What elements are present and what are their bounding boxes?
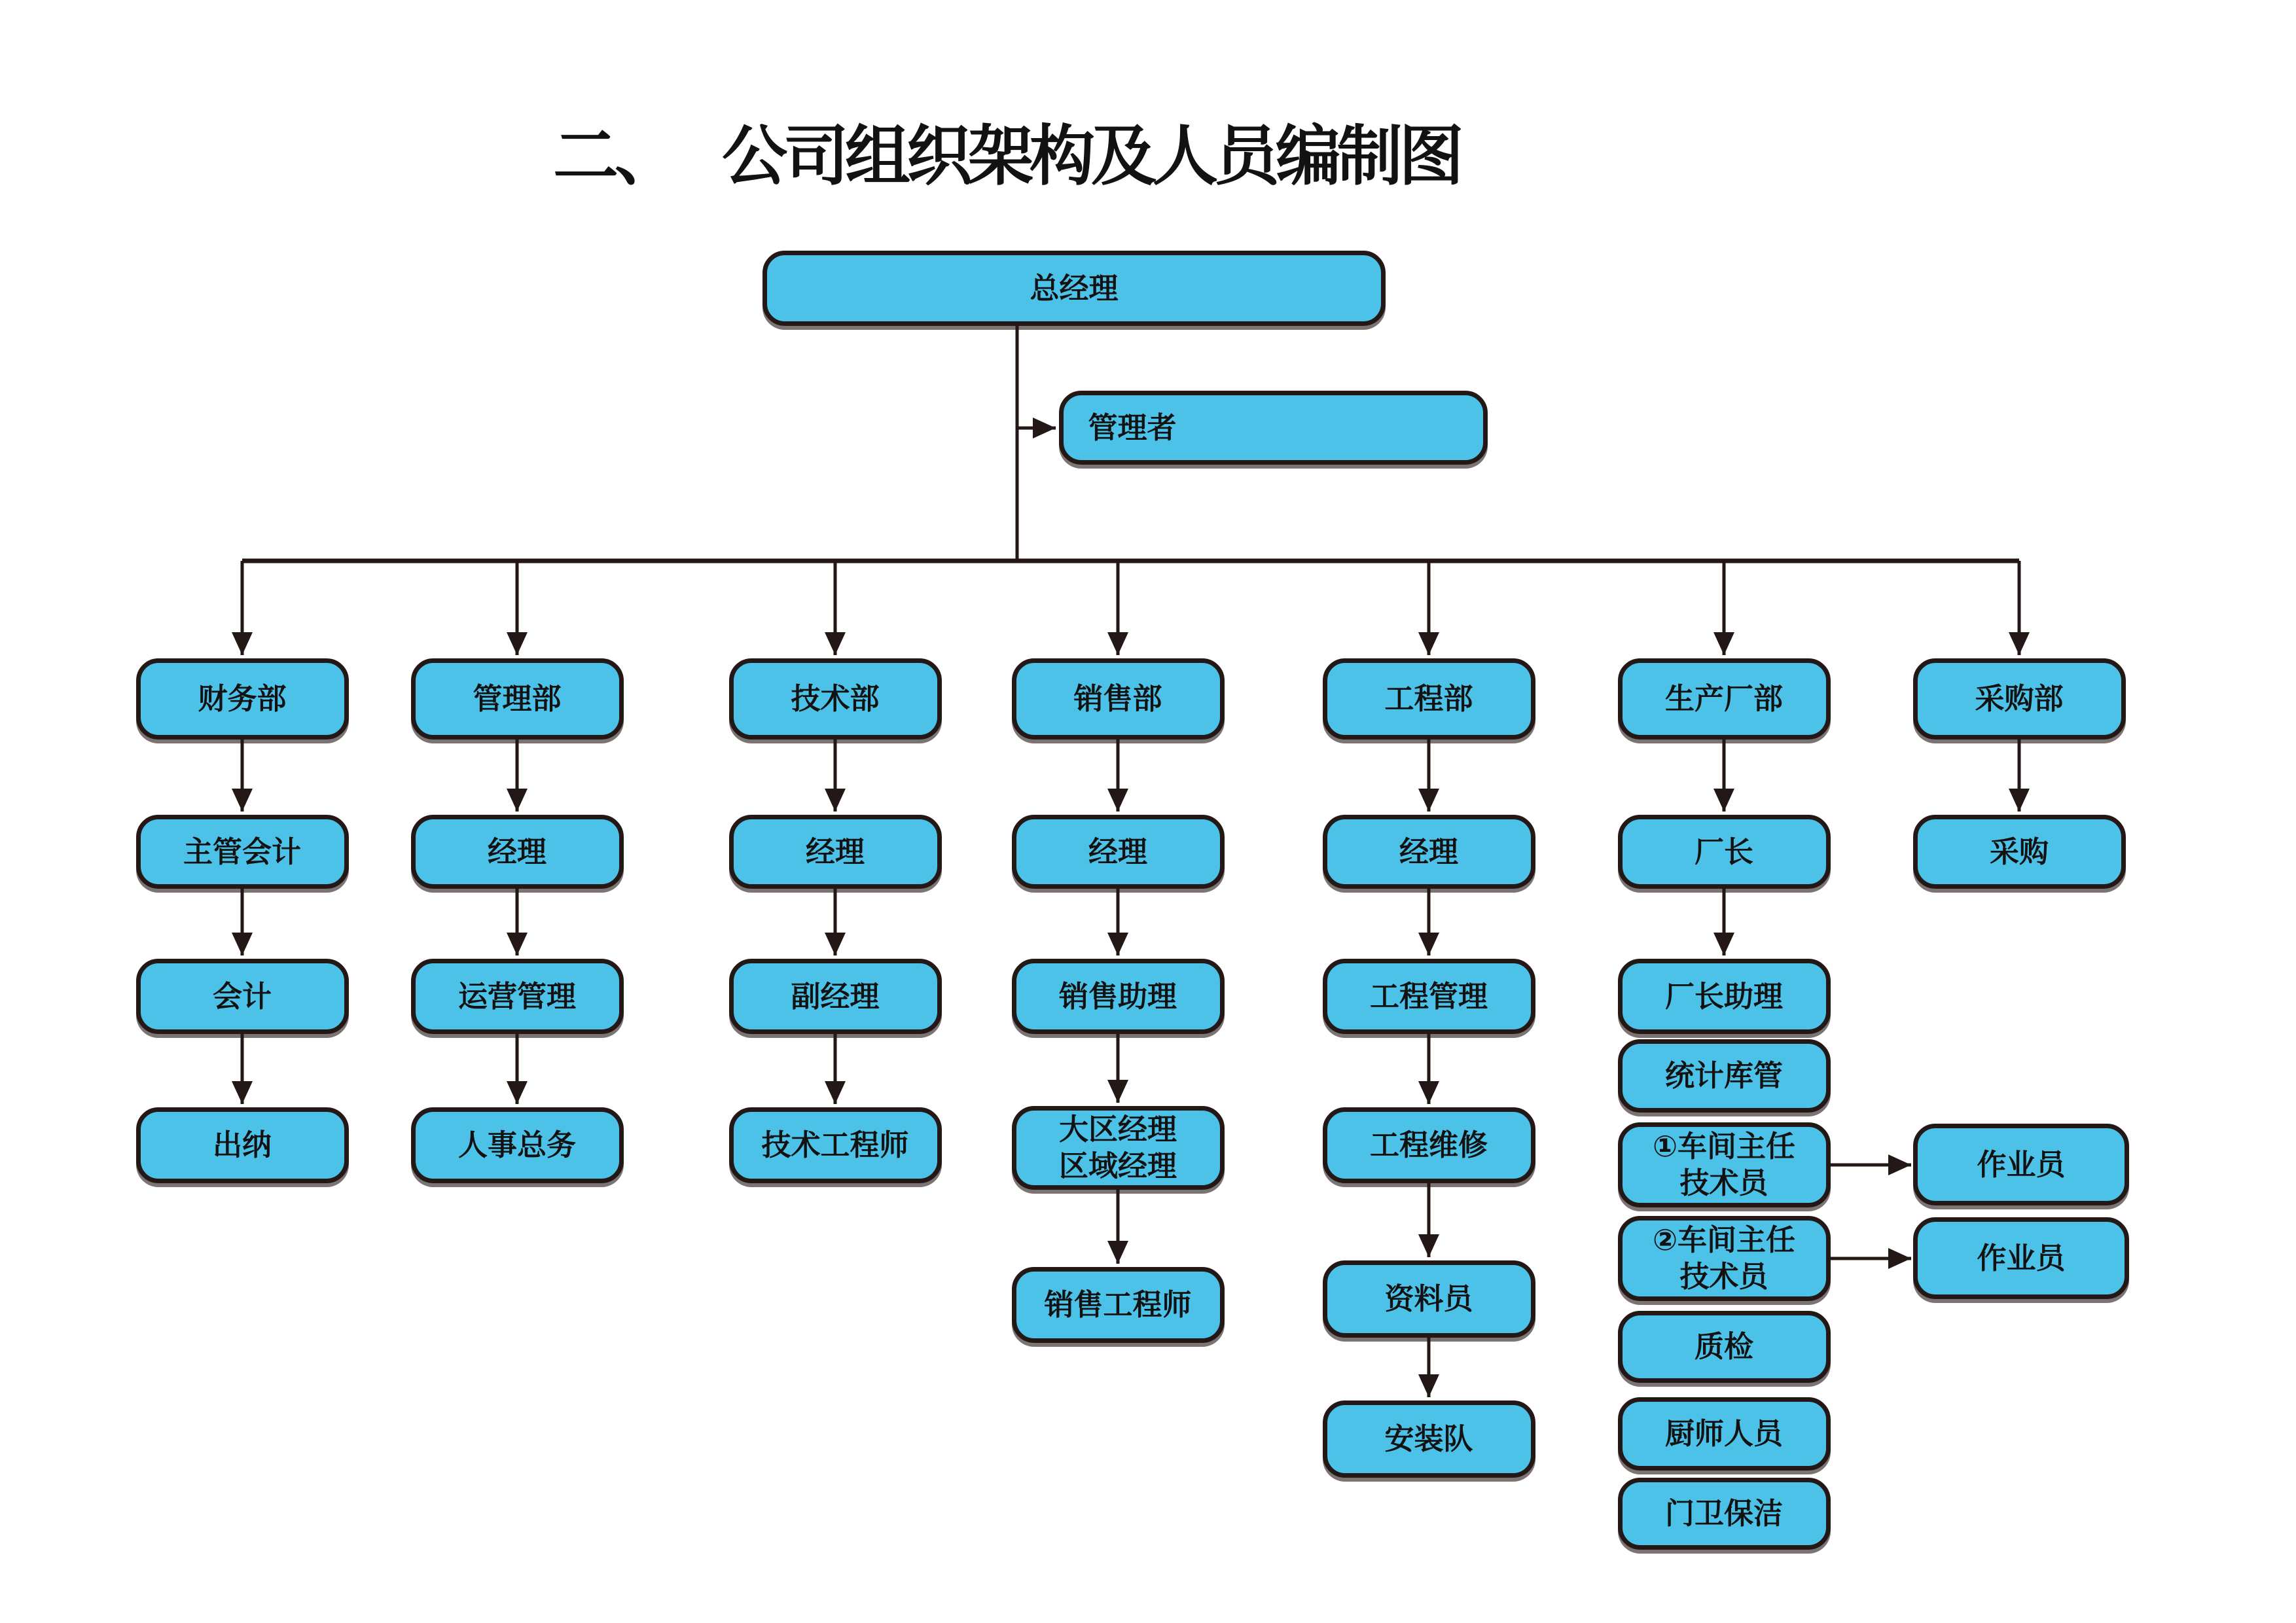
- org-node-label: 技术员: [1679, 1259, 1768, 1294]
- org-node-label: 经理: [805, 834, 865, 869]
- org-node-label: 副经理: [791, 978, 880, 1014]
- org-node-purchasing-buyer: [1913, 815, 2126, 889]
- org-node-technology-engineer: [729, 1107, 942, 1183]
- org-node-production-operator-2: [1913, 1217, 2129, 1299]
- org-node-label: 作业员: [1977, 1240, 2066, 1275]
- org-node-production-workshop-director-1: [1618, 1122, 1831, 1207]
- org-node-label: 统计库管: [1664, 1058, 1783, 1094]
- org-node-finance-chief-accountant: [136, 815, 349, 889]
- org-node-label: 主管会计: [183, 834, 301, 869]
- org-node-management-manager: [411, 815, 624, 889]
- org-node-production-quality-inspection: [1618, 1311, 1831, 1383]
- org-node-label: 出纳: [212, 1128, 272, 1163]
- org-node-technology-manager: [729, 815, 942, 889]
- org-node-engineering-manager: [1323, 815, 1535, 889]
- org-node-production-workshop-director-2: [1618, 1216, 1831, 1301]
- org-node-production-factory-director: [1618, 815, 1831, 889]
- org-node-production-stats-warehouse: [1618, 1039, 1831, 1113]
- org-node-label: 技术员: [1679, 1166, 1768, 1200]
- org-node-label: 质检: [1694, 1329, 1753, 1364]
- org-node-label: 总经理: [1030, 270, 1119, 306]
- org-node-label: 采购: [1989, 834, 2049, 869]
- org-node-label: 运营管理: [457, 978, 576, 1014]
- org-node-engineering-documentation-clerk: [1323, 1260, 1535, 1338]
- org-node-engineering-management: [1323, 959, 1535, 1034]
- org-node-dept-sales: [1012, 658, 1225, 740]
- org-node-sales-manager: [1012, 815, 1225, 889]
- org-node-finance-accountant: [136, 959, 349, 1034]
- org-node-label: 生产厂部: [1664, 681, 1783, 717]
- org-node-dept-purchasing: [1913, 658, 2126, 740]
- org-node-label: 采购部: [1975, 681, 2064, 717]
- org-node-production-operator-1: [1913, 1124, 2129, 1205]
- org-node-label: 厂长助理: [1664, 978, 1783, 1014]
- page-title: [553, 103, 1460, 198]
- org-node-label: 作业员: [1977, 1147, 2066, 1182]
- org-node-dept-management: [411, 658, 624, 740]
- org-node-sales-engineer: [1012, 1267, 1225, 1343]
- org-node-production-gate-guard-cleaning: [1618, 1478, 1831, 1550]
- org-node-label: 管理者: [1088, 410, 1177, 445]
- org-node-manager: [1059, 391, 1488, 465]
- org-node-label: 厂长: [1694, 834, 1753, 869]
- org-node-finance-cashier: [136, 1107, 349, 1183]
- org-node-label: 管理部: [473, 681, 562, 717]
- org-node-sales-assistant: [1012, 959, 1225, 1034]
- org-node-sales-regional-manager: [1012, 1106, 1225, 1190]
- org-node-production-director-assistant: [1618, 959, 1831, 1034]
- org-node-label: 安装队: [1384, 1421, 1473, 1457]
- org-node-label: 工程维修: [1369, 1128, 1488, 1163]
- org-node-engineering-installation-team: [1323, 1400, 1535, 1478]
- org-node-dept-finance: [136, 658, 349, 740]
- org-node-label: 人事总务: [457, 1128, 576, 1163]
- org-node-dept-production: [1618, 658, 1831, 740]
- org-node-label: 经理: [1399, 834, 1458, 869]
- org-node-label: 资料员: [1384, 1281, 1473, 1317]
- org-node-label: 厨师人员: [1664, 1416, 1783, 1452]
- org-node-management-hr-general-affairs: [411, 1107, 624, 1183]
- org-node-label: 会计: [212, 978, 272, 1014]
- org-node-label: 经理: [1088, 834, 1147, 869]
- org-node-engineering-maintenance: [1323, 1107, 1535, 1183]
- org-node-label: 经理: [487, 834, 547, 869]
- org-node-label: 销售部: [1073, 681, 1162, 717]
- org-node-technology-deputy-manager: [729, 959, 942, 1034]
- org-node-label: 技术工程师: [761, 1128, 909, 1163]
- title-number: 二、: [553, 118, 676, 194]
- org-node-label: 门卫保洁: [1664, 1496, 1783, 1531]
- org-node-label: ①车间主任: [1652, 1129, 1796, 1164]
- org-node-label: 区域经理: [1058, 1149, 1177, 1183]
- org-node-label: 大区经理: [1058, 1112, 1177, 1147]
- org-node-management-operations: [411, 959, 624, 1034]
- org-node-label: 工程管理: [1369, 978, 1488, 1014]
- org-node-general-manager: [762, 251, 1386, 326]
- org-node-dept-technology: [729, 658, 942, 740]
- org-node-label: 技术部: [791, 681, 880, 717]
- org-node-label: 销售工程师: [1044, 1287, 1192, 1323]
- org-node-label: ②车间主任: [1652, 1222, 1796, 1258]
- org-node-label: 财务部: [198, 681, 287, 717]
- title-text: 公司组织架构及人员编制图: [722, 118, 1460, 194]
- org-node-label: 工程部: [1384, 681, 1473, 717]
- org-node-label: 销售助理: [1058, 978, 1177, 1014]
- org-node-production-kitchen-staff: [1618, 1397, 1831, 1471]
- org-node-dept-engineering: [1323, 658, 1535, 740]
